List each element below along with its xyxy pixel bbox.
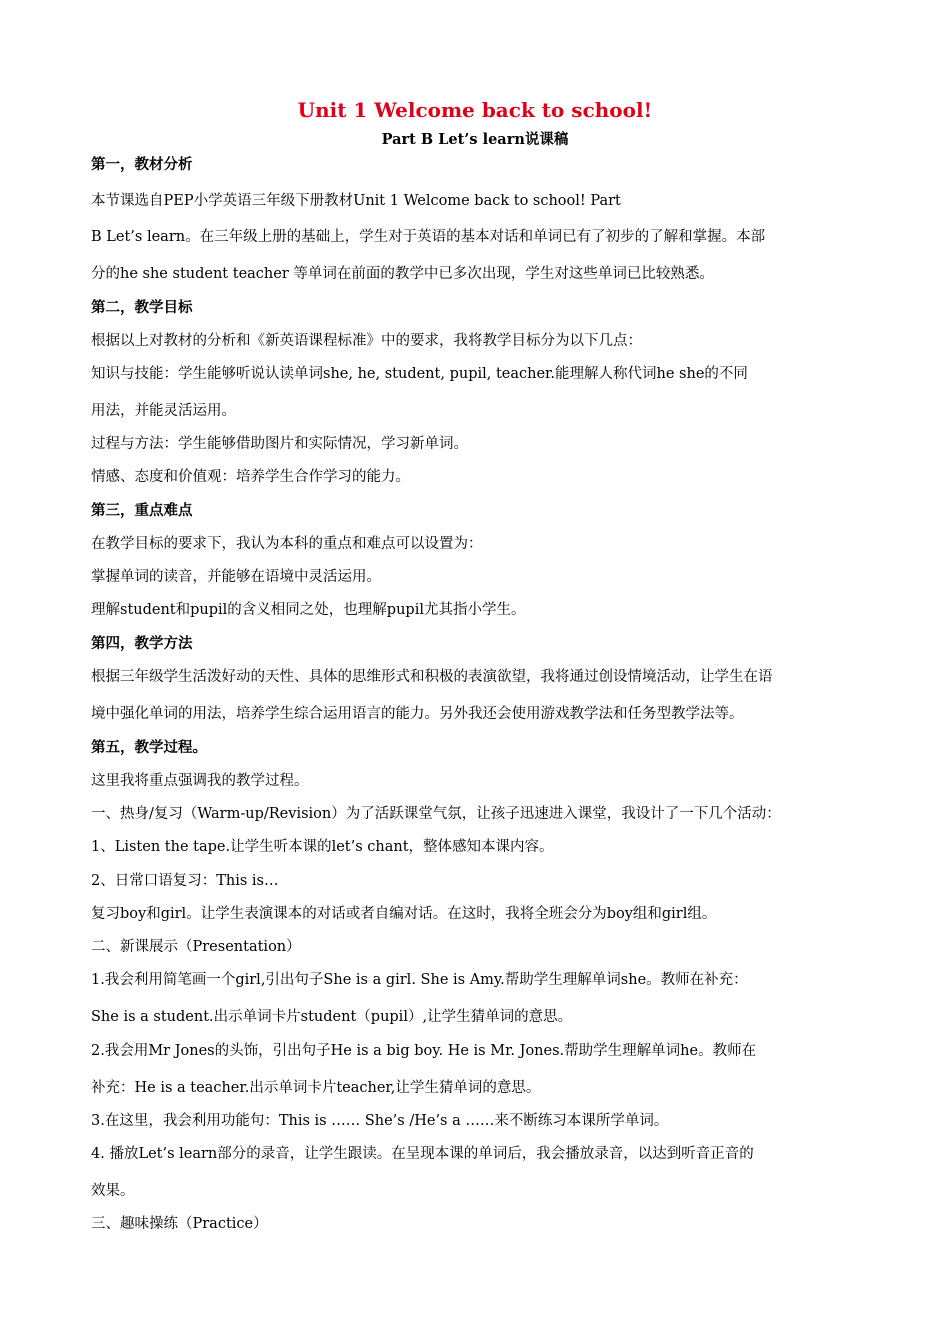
- paragraph-line: B Let’s learn。在三年级上册的基础上，学生对于英语的基本对话和单词已有了初步的了解和掌握。本部: [91, 229, 766, 245]
- paragraph-line: 根据以上对教材的分析和《新英语课程标准》中的要求，我将教学目标分为以下几点：: [91, 333, 642, 349]
- paragraph-line: 2.我会用Mr Jones的头饰，引出句子He is a big boy. He is Mr. Jones.帮助学生理解单词he。教师在: [91, 1043, 757, 1059]
- paragraph-line: 知识与技能：学生能够听说认读单词she, he, student, pupil, teacher.能理解人称代词he she的不同: [91, 366, 748, 382]
- section-heading-3: 第三，重点难点: [91, 502, 193, 519]
- paragraph-line: 效果。: [91, 1183, 135, 1199]
- section-heading-5: 第五，教学过程。: [91, 739, 207, 756]
- document-title: Unit 1 Welcome back to school!: [297, 98, 653, 122]
- paragraph-line: 二、新课展示（Presentation）: [91, 939, 301, 955]
- section-heading-2: 第二，教学目标: [91, 299, 193, 316]
- paragraph-line: 本节课选自PEP小学英语三年级下册教材Unit 1 Welcome back to school! Part: [91, 193, 621, 209]
- document-subtitle: Part B Let’s learn说课稿: [381, 131, 569, 148]
- paragraph-line: 1、Listen the tape.让学生听本课的let’s chant，整体感知本课内容。: [91, 839, 554, 855]
- paragraph-line: 一、热身/复习（Warm-up/Revision）为了活跃课堂气氛，让孩子迅速进入课堂，我设计了一下几个活动：: [91, 806, 781, 822]
- section-heading-1: 第一，教材分析: [91, 156, 193, 173]
- paragraph-line: 1.我会利用简笔画一个girl,引出句子She is a girl. She is Amy.帮助学生理解单词she。教师在补充：: [91, 972, 748, 988]
- paragraph-line: 过程与方法：学生能够借助图片和实际情况，学习新单词。: [91, 436, 468, 452]
- paragraph-line: 在教学目标的要求下，我认为本科的重点和难点可以设置为：: [91, 536, 483, 552]
- section-heading-4: 第四，教学方法: [91, 635, 193, 652]
- paragraph-line: 分的he she student teacher 等单词在前面的教学中已多次出现，学生对这些单词已比较熟悉。: [91, 266, 714, 282]
- paragraph-line: 境中强化单词的用法，培养学生综合运用语言的能力。另外我还会使用游戏教学法和任务型教学法等。: [91, 706, 744, 722]
- paragraph-line: 这里我将重点强调我的教学过程。: [91, 773, 309, 789]
- paragraph-line: 根据三年级学生活泼好动的天性、具体的思维形式和积极的表演欲望，我将通过创设情境活动，让学生在语: [91, 669, 773, 685]
- paragraph-line: She is a student.出示单词卡片student（pupil）,让学生猜单词的意思。: [91, 1009, 573, 1025]
- paragraph-line: 4. 播放Let’s learn部分的录音，让学生跟读。在呈现本课的单词后，我会播放录音，以达到听音正音的: [91, 1146, 754, 1162]
- paragraph-line: 掌握单词的读音，并能够在语境中灵活运用。: [91, 569, 381, 585]
- paragraph-line: 3.在这里，我会利用功能句：This is …… She’s /He’s a ……来不断练习本课所学单词。: [91, 1113, 669, 1129]
- paragraph-line: 复习boy和girl。让学生表演课本的对话或者自编对话。在这时，我将全班会分为boy组和girl组。: [91, 906, 717, 922]
- paragraph-line: 补充：He is a teacher.出示单词卡片teacher,让学生猜单词的意思。: [91, 1080, 541, 1096]
- paragraph-line: 三、趣味操练（Practice）: [91, 1216, 268, 1232]
- paragraph-line: 2、日常口语复习：This is…: [91, 873, 279, 889]
- paragraph-line: 情感、态度和价值观：培养学生合作学习的能力。: [91, 469, 410, 485]
- paragraph-line: 用法，并能灵活运用。: [91, 403, 236, 419]
- paragraph-line: 理解student和pupil的含义相同之处，也理解pupil尤其指小学生。: [91, 602, 526, 618]
